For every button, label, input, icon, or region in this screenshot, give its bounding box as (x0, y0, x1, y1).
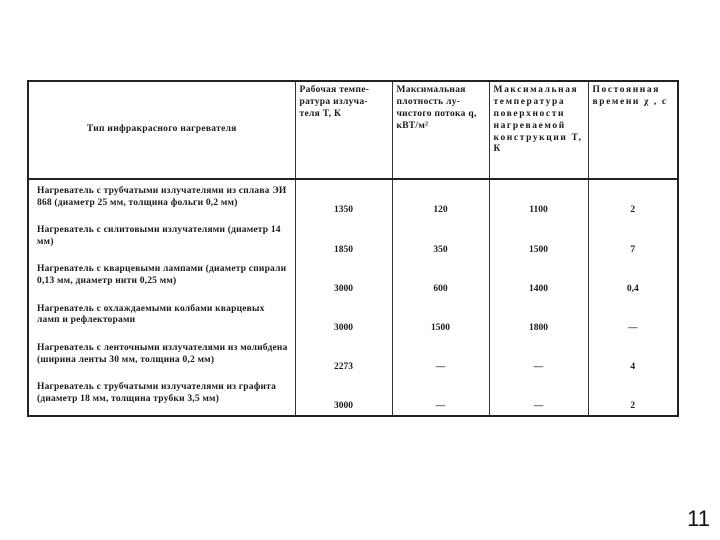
max-flux-cell: — (392, 376, 489, 415)
operating-temperature-cell: 3000 (295, 298, 392, 337)
operating-temperature-cell: 3000 (295, 258, 392, 297)
max-flux-cell: — (392, 337, 489, 376)
heater-table (29, 82, 677, 415)
header-max-flux-density: Максимальная плотность лу-чистого потока q, кВТ/м² (392, 82, 489, 179)
table-row (29, 179, 677, 219)
heater-name-cell: Нагреватель с охлаждаемыми колбами кварцевых ламп и рефлекторами (29, 298, 295, 337)
operating-temperature-cell: 2273 (295, 337, 392, 376)
page-number: 11 (687, 506, 710, 531)
heater-table-frame (27, 80, 679, 417)
heater-name-cell: Нагреватель с кварцевыми лампами (диаметр спирали 0,13 мм, диаметр нити 0,25 мм) (29, 258, 295, 297)
header-time-constant: Постоянная времени χ , с (588, 82, 677, 179)
max-flux-cell: 120 (392, 179, 489, 219)
time-constant-cell: 2 (630, 205, 636, 216)
table-row (29, 219, 677, 258)
time-constant-cell: 7 (630, 244, 636, 255)
operating-temperature-cell: 1350 (295, 179, 392, 219)
max-flux-cell: 1500 (392, 298, 489, 337)
max-surface-temperature-cell: 1400 (489, 258, 588, 297)
header-heater-type: Тип инфракрасного нагревателя (29, 82, 295, 179)
max-surface-temperature-cell: 1500 (489, 219, 588, 258)
time-constant-cell: 4 (630, 361, 636, 372)
time-constant-cell: 2 (630, 401, 636, 412)
table-row (29, 337, 677, 376)
header-max-surface-temperature: Максимальная температура поверхности нагреваемой конструкции T, К (489, 82, 588, 179)
max-surface-temperature-cell: — (489, 337, 588, 376)
max-surface-temperature-cell: 1800 (489, 298, 588, 337)
heater-name-cell: Нагреватель с силитовыми излучателями (диаметр 14 мм) (29, 219, 295, 258)
header-operating-temperature: Рабочая темпе-ратура излуча-теля T, К (295, 82, 392, 179)
time-constant-cell: — (628, 322, 638, 333)
max-surface-temperature-cell: 1100 (489, 179, 588, 219)
operating-temperature-cell: 1850 (295, 219, 392, 258)
table-row (29, 298, 677, 337)
heater-name-cell: Нагреватель с трубчатыми излучателями из сплава ЭИ 868 (диаметр 25 мм, толщина фольги 0,2 мм) (29, 179, 295, 219)
operating-temperature-cell: 3000 (295, 376, 392, 415)
table-header-row (29, 82, 677, 179)
table-row (29, 258, 677, 297)
heater-name-cell: Нагреватель с ленточными излучателями из молибдена (ширина ленты 30 мм, толщина 0,2 мм) (29, 337, 295, 376)
table-row (29, 376, 677, 415)
max-surface-temperature-cell: — (489, 376, 588, 415)
heater-name-cell: Нагреватель с трубчатыми излучателями из графита (диаметр 18 мм, толщина трубки 3,5 мм) (29, 376, 295, 415)
max-flux-cell: 350 (392, 219, 489, 258)
max-flux-cell: 600 (392, 258, 489, 297)
time-constant-cell: 0,4 (626, 283, 639, 294)
